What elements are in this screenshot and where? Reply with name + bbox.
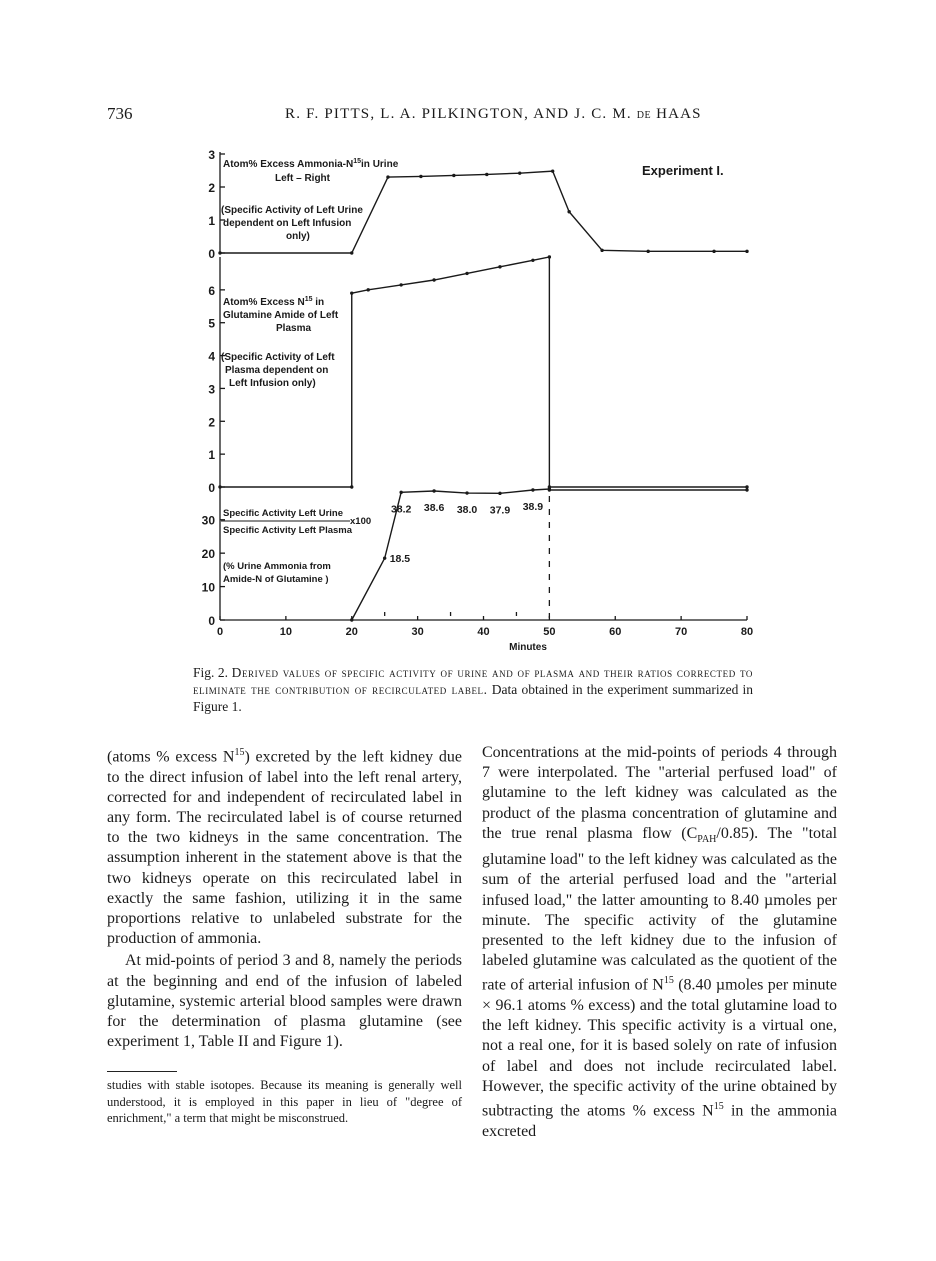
svg-text:only): only) (286, 231, 310, 242)
bottom-panel-data-point (498, 492, 501, 495)
svg-text:Atom% Excess Ammonia-N15in Uri: Atom% Excess Ammonia-$N^{15}in$ Urine (223, 158, 399, 170)
middle-panel-y-tick-label: 0 (208, 481, 215, 495)
data-label: 38.0 (456, 504, 478, 517)
middle-panel-y-tick-label: 3 (208, 382, 215, 397)
middle-panel-data-point (465, 272, 468, 275)
middle-panel-data-point (350, 485, 353, 488)
svg-text:Glutamine Amide of Left: Glutamine Amide of Left (223, 310, 339, 321)
middle-panel-y-tick-label: 4 (208, 349, 215, 364)
top-panel-data-point (350, 251, 353, 254)
svg-text:Plasma: Plasma (276, 323, 312, 334)
figure-2 (190, 140, 770, 660)
top-panel-y-tick-label: 2 (208, 181, 215, 195)
bottom-panel-y-tick-label: 0 (208, 614, 215, 628)
top-panel-data-point (712, 250, 715, 253)
top-panel-y-tick-label: 0 (208, 247, 215, 261)
middle-panel-data-point (218, 485, 221, 488)
data-label: 38.6 (423, 502, 445, 515)
left-column (107, 743, 462, 1052)
paragraph-1: (atoms % excess $N^{15}$) excreted by the left kidney due to the direct infusion of label into the left renal artery, corrected for and independent of recirculated label in any form. The recirculated label is of course returned to the two kidneys in the same concentration. The assumption inherent in the statement above is that the two kidneys operate on this recirculated label in exactly the same fashion, utilizing it in the same proportions relative to unlabeled substrate for the production of ammonia. (107, 747, 462, 948)
bottom-panel-data-point (548, 488, 551, 491)
svg-text:Amide-N of Glutamine ): Amide-N of Glutamine ) (223, 574, 329, 585)
page-number: 736 (107, 104, 133, 123)
x-tick-label: 80 (740, 626, 754, 638)
top-panel-y-tick-label: 3 (208, 148, 215, 162)
svg-text:Specific Activity Left Plasma: Specific Activity Left Plasma (223, 525, 353, 536)
x-tick-label: 40 (477, 626, 490, 638)
svg-text:Specific Activity Left Urine: Specific Activity Left Urine (223, 508, 344, 519)
paragraph-3: Concentrations at the mid-points of periods 4 through 7 were interpolated. The "arterial perfused load" of glutamine to the left kidney was calculated as the product of the plasma concentration of glutamine and the true renal plasma flow $(C_{PAH}/0.85)$. The "total glutamine load" to the left kidney was calculated as the sum of the arterial perfused load and the "arterial infused load," the latter amounting to 8.40 µmoles per minute. The specific activity of the glutamine presented to the left kidney due to the infusion of labeled glutamine was calculated as the quotient of the rate of arterial infusion of $N^{15}$ (8.40 µmoles per minute × 96.1 atoms % excess) and the total glutamine load to the left kidney. This specific activity is a virtual one, not a real one, for it is based solely on rate of infusion of label and does not include recirculated label. However, the specific activity of the urine obtained by subtracting the atoms % excess $N^{15}$ in the ammonia excreted (482, 744, 838, 1140)
bottom-panel-data-point (350, 618, 353, 621)
bottom-panel-data-point (399, 491, 402, 494)
running-head: R. F. PITTS, L. A. PILKINGTON, AND J. C. M. DE HAAS (285, 106, 702, 122)
top-panel-data-point (485, 173, 488, 176)
svg-text:(Specific Activity of Left: (Specific Activity of Left (221, 352, 335, 363)
svg-text:(Specific Activity of Left Uri: (Specific Activity of Left Urine (221, 205, 363, 216)
x-tick-label: 30 (411, 626, 424, 638)
x-tick-label: 20 (345, 626, 358, 638)
bottom-panel-data-point (383, 556, 386, 559)
data-label: 18.5 (389, 553, 411, 566)
top-panel-data-point (452, 174, 455, 177)
middle-panel-data-point (399, 283, 402, 286)
footnote-rule (107, 1071, 177, 1072)
bottom-panel-data-point (465, 491, 468, 494)
x-axis-label: Minutes (509, 642, 547, 653)
svg-text:Atom% Excess N15 in: Atom% Excess $N^{15}$ in (223, 296, 325, 308)
bottom-panel-label (221, 508, 371, 585)
figure-2-plot (190, 140, 770, 660)
paragraph-2: At mid-points of period 3 and 8, namely the periods at the beginning and end of the infusion of labeled glutamine, systemic arterial blood samples were drawn for the determination of plasma glutamine (see experiment 1, Table II and Figure 1). (107, 952, 462, 1051)
top-panel-data-point (646, 250, 649, 253)
experiment-label: Experiment I. (642, 163, 724, 178)
data-label: 37.9 (489, 504, 511, 517)
middle-panel-y-tick-label: 5 (208, 316, 215, 331)
middle-panel-data-point (531, 259, 534, 262)
svg-text:Left – Right: Left – Right (275, 173, 330, 184)
top-panel-data-point (419, 175, 422, 178)
middle-panel-y-tick-label: 2 (208, 415, 215, 430)
bottom-panel-y-tick-label: 10 (201, 580, 215, 595)
svg-text:x100: x100 (350, 516, 372, 527)
x-tick-label: 60 (609, 626, 622, 638)
bottom-panel-data-point (432, 489, 435, 492)
footnote: studies with stable isotopes. Because its meaning is generally well understood, it is employed in this paper in lieu of "degree of enrichment," a term that might be misconstrued. (107, 1078, 462, 1125)
figure-caption: Fig. 2. Derived values of specific activity of urine and of plasma and their ratios corrected to eliminate the contribution of recirculated label. Data obtained in the experiment summarized in Figure 1. (193, 665, 753, 714)
top-panel-data-point (518, 171, 521, 174)
svg-text:Left Infusion only): Left Infusion only) (229, 378, 316, 389)
top-panel-label (221, 158, 399, 242)
data-label: 38.9 (522, 501, 544, 514)
middle-panel-y-tick-label: 6 (208, 283, 215, 298)
top-panel-data-point (218, 251, 221, 254)
middle-panel-data-point (548, 255, 551, 258)
middle-panel-data-point (432, 278, 435, 281)
bottom-panel-y-tick-label: 20 (201, 547, 215, 562)
top-panel-y-tick-label: 1 (208, 214, 215, 228)
bottom-panel-data-point (531, 488, 534, 491)
x-tick-label: 10 (279, 626, 292, 638)
middle-panel-label (221, 296, 339, 389)
middle-panel-data-point (367, 288, 370, 291)
svg-text:(% Urine Ammonia from: (% Urine Ammonia from (223, 561, 331, 572)
middle-panel-data-point (498, 265, 501, 268)
top-panel-data-point (567, 210, 570, 213)
middle-panel-data-point (745, 485, 748, 488)
svg-text:Plasma dependent on: Plasma dependent on (225, 365, 329, 376)
top-panel-data-point (551, 169, 554, 172)
top-panel-data-point (386, 175, 389, 178)
data-label: 38.2 (390, 503, 412, 516)
x-tick-label: 50 (543, 626, 556, 638)
x-tick-label: 0 (216, 626, 224, 638)
bottom-panel-y-tick-label: 30 (201, 513, 215, 528)
top-panel-data-point (745, 250, 748, 253)
middle-panel-y-tick-label: 1 (208, 448, 215, 463)
x-tick-label: 70 (675, 626, 688, 638)
middle-panel-data-point (350, 291, 353, 294)
svg-text:dependent on Left Infusion: dependent on Left Infusion (223, 218, 352, 229)
right-column (482, 743, 837, 1142)
top-panel-data-point (600, 249, 603, 252)
bottom-panel-data-point (745, 488, 748, 491)
